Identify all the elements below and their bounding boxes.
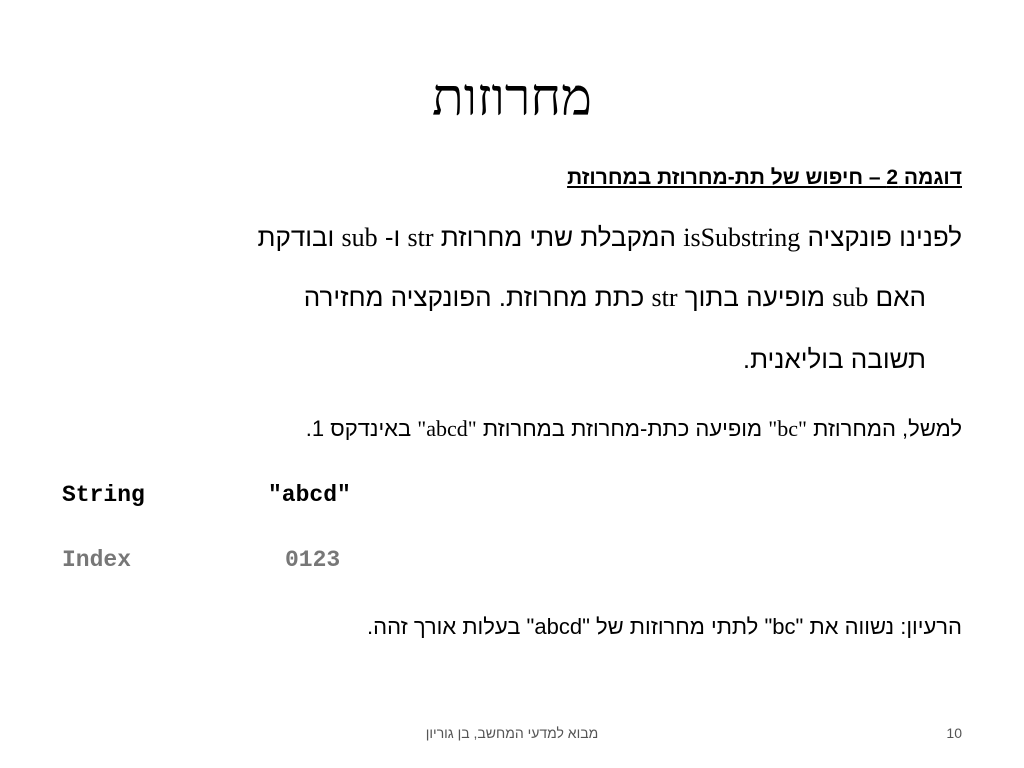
code-index-label: Index (62, 547, 132, 573)
text-segment: מופיעה כתת-מחרוזת במחרוזת (476, 416, 769, 441)
param-str: str (651, 283, 678, 312)
slide-title: מחרוזות (432, 70, 592, 127)
text-segment: המקבלת שתי מחרוזת (433, 222, 684, 252)
idea-sentence: הרעיון: נשווה את "bc" לתתי מחרוזות של "abcd" בעלות אורך זהה. (367, 614, 962, 639)
param-str: str (407, 223, 434, 252)
text-segment: ו- (377, 222, 408, 252)
text-segment: למשל, המחרוזת (806, 416, 962, 441)
text-segment: ובודקת (257, 222, 342, 252)
example-bc: "bc" (768, 416, 807, 441)
text-segment: לפנינו פונקציה (800, 222, 962, 252)
text-segment: האם (868, 282, 926, 312)
param-sub: sub (341, 223, 378, 252)
code-index-value: 0123 (285, 547, 341, 573)
description-line-2 (304, 278, 926, 317)
param-sub: sub (832, 283, 869, 312)
footer-course: מבוא למדעי המחשב, בן גוריון (425, 725, 599, 741)
text-segment: באינדקס 1. (305, 416, 418, 441)
code-string-value: "abcd" (268, 482, 351, 508)
code-string-label: String (62, 482, 145, 508)
description-line-1 (258, 218, 962, 257)
example-abcd: "abcd" (417, 416, 477, 441)
function-name: isSubstring (683, 223, 801, 252)
text-segment: מופיעה בתוך (677, 282, 833, 312)
slide-number: 10 (946, 725, 962, 741)
description-line-3: תשובה בוליאנית. (742, 344, 926, 374)
text-segment: כתת מחרוזת. הפונקציה מחזירה (303, 282, 652, 312)
example-sentence (306, 412, 962, 446)
example-subtitle: דוגמה 2 – חיפוש של תת-מחרוזת במחרוזת (567, 166, 962, 189)
